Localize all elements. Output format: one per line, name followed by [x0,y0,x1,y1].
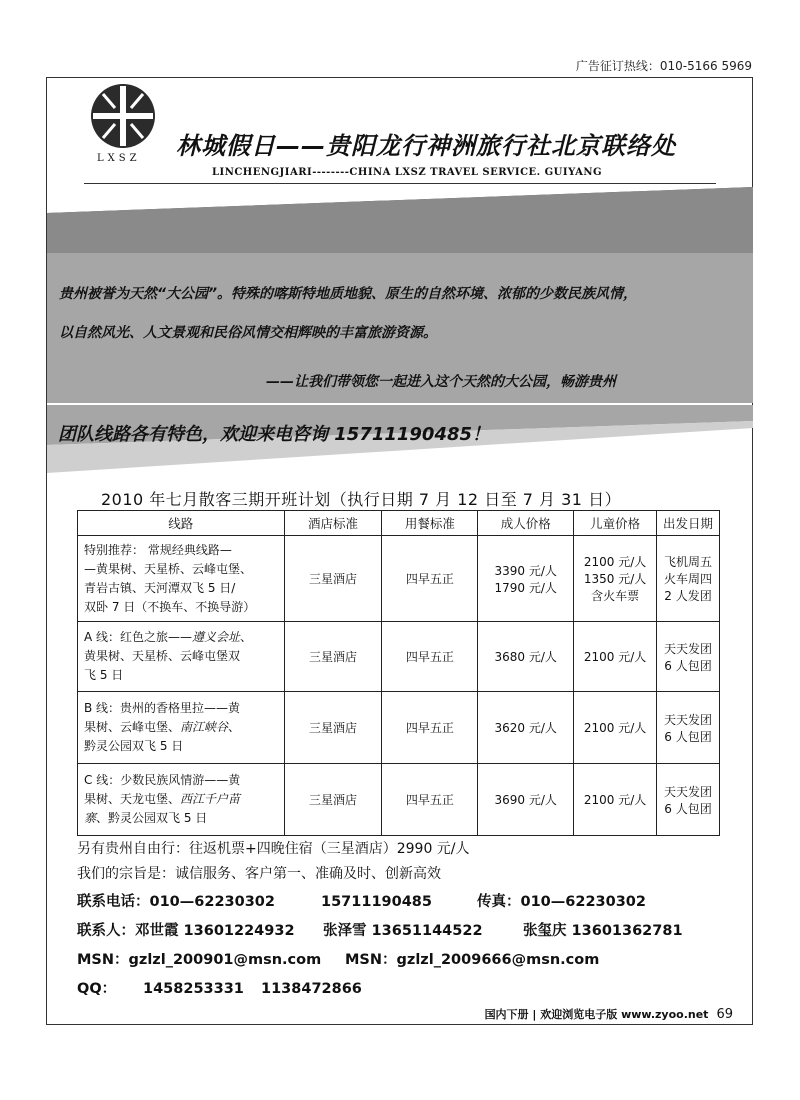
depart-text: 6 人包团 [664,729,712,744]
depart-text: 天天发团 [664,641,713,656]
contact-3: 张玺庆 13601362781 [523,923,683,939]
table-header-row [78,511,720,536]
table-row [78,622,720,692]
agency-title: 林城假日——贵阳龙行神洲旅行社北京联络处 [176,132,676,160]
route-line: B 线：贵州的香格里拉——黄 [84,701,241,715]
child-price-cell: 2100 元/人 [574,692,657,764]
phone-line [77,890,646,911]
msn-2: MSN：gzlzl_2009666@msn.com [345,952,600,968]
page-number: 69 [716,1007,733,1022]
col-header-hotel: 酒店标准 [284,511,382,536]
route-fragment: A 线：红色之旅—— [84,630,193,644]
page-footer [485,1006,733,1022]
table-row [78,536,720,622]
depart-cell [657,692,720,764]
route-line: 飞 5 日 [84,668,124,682]
depart-text: 天天发团 [664,784,713,799]
route-line: C 线：少数民族风情游——黄 [84,773,241,787]
depart-cell [657,622,720,692]
tenet-line: 我们的宗旨是：诚信服务、客户第一、准确及时、创新高效 [77,866,441,882]
qq-label: QQ： [77,981,117,997]
footer-text: 国内下册 | 欢迎浏览电子版 www.zyoo.net [484,1008,709,1021]
fax: 传真：010—62230302 [477,894,646,910]
hotel-cell: 三星酒店 [284,536,382,622]
route-highlight: 南江峡谷 [180,720,229,734]
phone-2: 15711190485 [321,894,432,910]
col-header-child: 儿童价格 [574,511,657,536]
depart-text: 飞机周五 [664,555,713,569]
hotel-cell: 三星酒店 [284,764,382,836]
depart-cell [657,764,720,836]
child-price: 1350 元/人 [583,572,647,586]
hotel-cell: 三星酒店 [284,692,382,764]
table-row [78,764,720,836]
meal-cell: 四早五正 [382,692,478,764]
route-highlight: 遵义会址 [192,630,241,644]
route-cell [78,692,285,764]
col-header-adult: 成人价格 [478,511,574,536]
free-travel-line: 另有贵州自由行：往返机票+四晚住宿（三星酒店）2990 元/人 [77,841,470,857]
agency-subtitle: LINCHENGJIARI--------CHINA LXSZ TRAVEL SERVICE. GUIYANG [212,167,603,178]
msn-1: MSN：gzlzl_200901@msn.com [77,952,322,968]
route-line: 黄果树、天星桥、云峰屯堡双 [84,649,241,663]
adult-price-cell: 3620 元/人 [478,692,574,764]
route-cell [78,622,285,692]
route-fragment: 、黔灵公园双飞 5 日 [96,811,208,825]
route-fragment: 、 [228,720,241,734]
child-price-cell [574,536,657,622]
route-cell [78,764,285,836]
intro-line-2: 以自然风光、人文景观和民俗风情交相辉映的丰富旅游资源。 [59,325,437,341]
route-highlight: 西江千户苗 [180,792,241,806]
meal-cell: 四早五正 [382,622,478,692]
depart-text: 2 人发团 [664,589,712,603]
hotel-cell: 三星酒店 [284,622,382,692]
logo-text: LXSZ [97,153,141,164]
depart-text: 火车周四 [664,572,713,586]
team-line: 团队线路各有特色，欢迎来电咨询 15711190485！ [58,424,491,445]
route-fragment: 果树、云峰屯堡、 [84,720,181,734]
col-header-route: 线路 [78,511,285,536]
route-highlight: 寨 [84,811,97,825]
depart-cell [657,536,720,622]
phone-1: 联系电话：010—62230302 [77,894,275,910]
adult-price: 3390 元/人 [494,563,557,578]
child-price-cell: 2100 元/人 [574,764,657,836]
meal-cell: 四早五正 [382,536,478,622]
child-price-cell: 2100 元/人 [574,622,657,692]
msn-line [77,948,599,969]
adult-price-cell [478,536,574,622]
lxsz-logo-icon [89,82,157,150]
col-header-meal: 用餐标准 [382,511,478,536]
depart-text: 6 人包团 [664,658,712,673]
route-line [84,718,280,737]
meal-cell: 四早五正 [382,764,478,836]
route-fragment: 、 [240,630,253,644]
tour-plan-table [77,510,720,836]
qq-1: 1458253331 [143,981,244,997]
slogan: ——让我们带领您一起进入这个天然的大公园，畅游贵州 [266,374,616,390]
child-price-note: 含火车票 [591,589,640,603]
child-price: 2100 元/人 [583,555,647,569]
contacts-line [77,919,683,940]
col-header-depart: 出发日期 [657,511,720,536]
table-row [78,692,720,764]
route-line: 黔灵公园双飞 5 日 [84,739,184,753]
route-cell [78,536,285,622]
adult-price-cell: 3690 元/人 [478,764,574,836]
intro-line-1: 贵州被誉为天然“大公园”。特殊的喀斯特地质地貌、原生的自然环境、浓郁的少数民族风情， [59,286,638,302]
qq-line [77,977,362,998]
qq-2: 1138472866 [261,981,362,997]
route-line [84,809,280,828]
depart-text: 6 人包团 [664,801,712,816]
route-line: 双卧 7 日（不换车、不换导游） [84,599,256,614]
route-line [84,790,280,809]
route-fragment: 果树、天龙屯堡、 [84,792,181,806]
route-line: —黄果树、天星桥、云峰屯堡、 [84,561,253,576]
contact-2: 张泽雪 13651144522 [323,923,483,939]
plan-title: 2010 年七月散客三期开班计划（执行日期 7 月 12 日至 7 月 31 日） [101,490,622,509]
ad-hotline: 广告征订热线：010-5166 5969 [575,59,752,73]
depart-text: 天天发团 [664,712,713,727]
route-line: 特别推荐： 常规经典线路— [84,542,232,557]
adult-price-cell: 3680 元/人 [478,622,574,692]
contact-1: 联系人：邓世霞 13601224932 [77,923,295,939]
route-line [84,628,280,647]
route-line: 青岩古镇、天河潭双飞 5 日/ [84,580,236,595]
adult-price: 1790 元/人 [494,580,557,595]
